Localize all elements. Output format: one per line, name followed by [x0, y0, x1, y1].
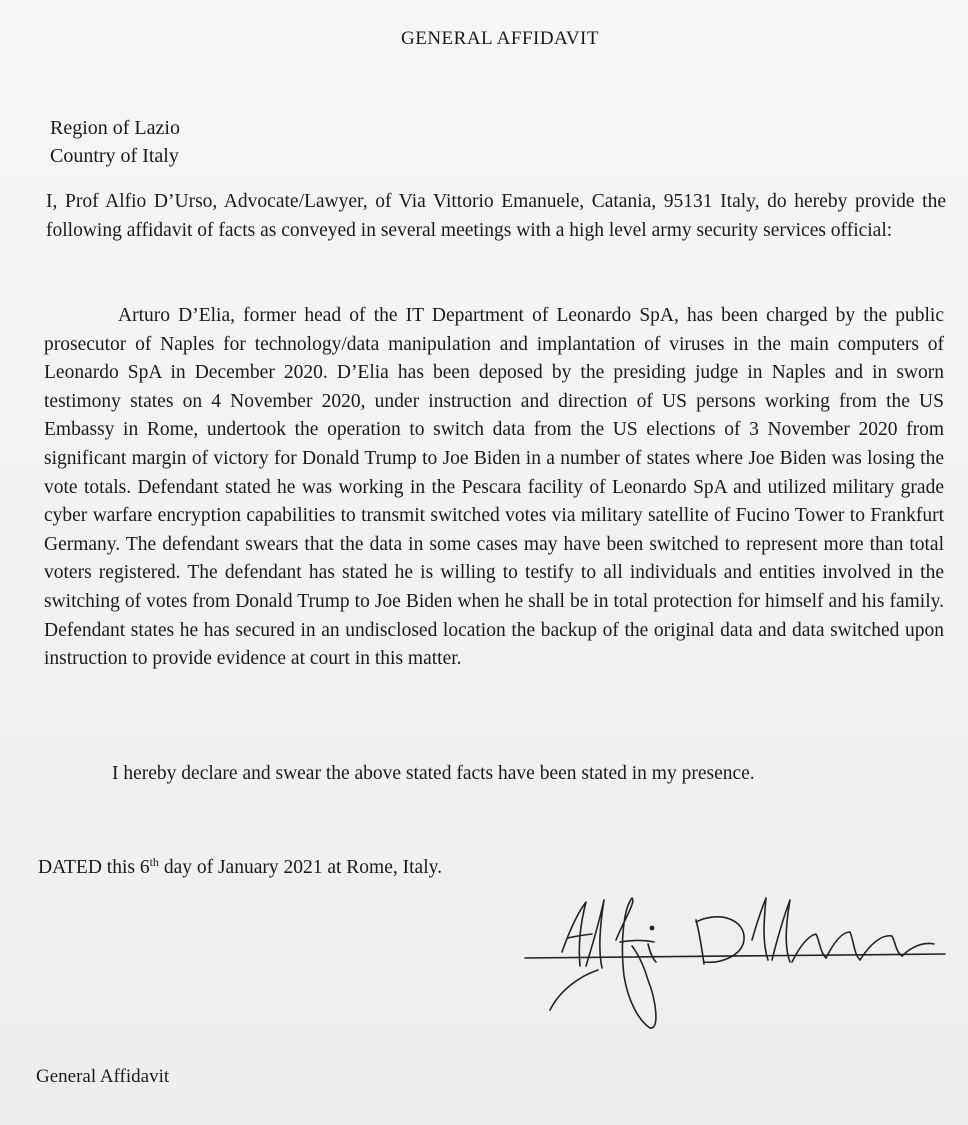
dated-ordinal: th: [149, 855, 159, 869]
dated-prefix: DATED this 6: [38, 857, 150, 878]
dated-suffix: day of January 2021 at Rome, Italy.: [158, 857, 442, 878]
intro-paragraph: I, Prof Alfio D’Urso, Advocate/Lawyer, of Via Vittorio Emanuele, Catania, 95131 Italy, do hereby provide the following affidavit of facts as conveyed in several meetings with a high level army security services official:: [46, 191, 946, 241]
document-title: GENERAL AFFIDAVIT: [401, 28, 599, 49]
dated-line: [38, 854, 442, 882]
footer-label: General Affidavit: [36, 1066, 170, 1087]
declaration-line: I hereby declare and swear the above stated facts have been stated in my presence.: [112, 763, 755, 784]
facts-paragraph: Arturo D’Elia, former head of the IT Department of Leonardo SpA, has been charged by the public prosecutor of Naples for technology/data manipulation and implantation of viruses in the main computers of Leonardo SpA in December 2020. D’Elia has been deposed by the presiding judge in Naples and in sworn testimony states on 4 November 2020, under instruction and direction of US persons working from the US Embassy in Rome, undertook the operation to switch data from the US elections of 3 November 2020 from significant margin of victory for Donald Trump to Joe Biden in a number of states where Joe Biden was losing the vote totals. Defendant stated he was working in the Pescara facility of Leonardo SpA and utilized military grade cyber warfare encryption capabilities to transmit switched votes via military satellite of Fucino Tower to Frankfurt Germany. The defendant swears that the data in some cases may have been switched to represent more than total voters registered. The defendant has stated he is willing to testify to all individuals and entities involved in the switching of votes from Donald Trump to Joe Biden when he shall be in total protection for himself and his family. Defendant states he has secured in an undisclosed location the backup of the original data and data switched upon instruction to provide evidence at court in this matter.: [44, 305, 944, 670]
country-line: Country of Italy: [50, 145, 179, 167]
jurisdiction-block: [50, 114, 180, 170]
signature: [520, 880, 950, 1040]
region-line: Region of Lazio: [50, 117, 180, 139]
